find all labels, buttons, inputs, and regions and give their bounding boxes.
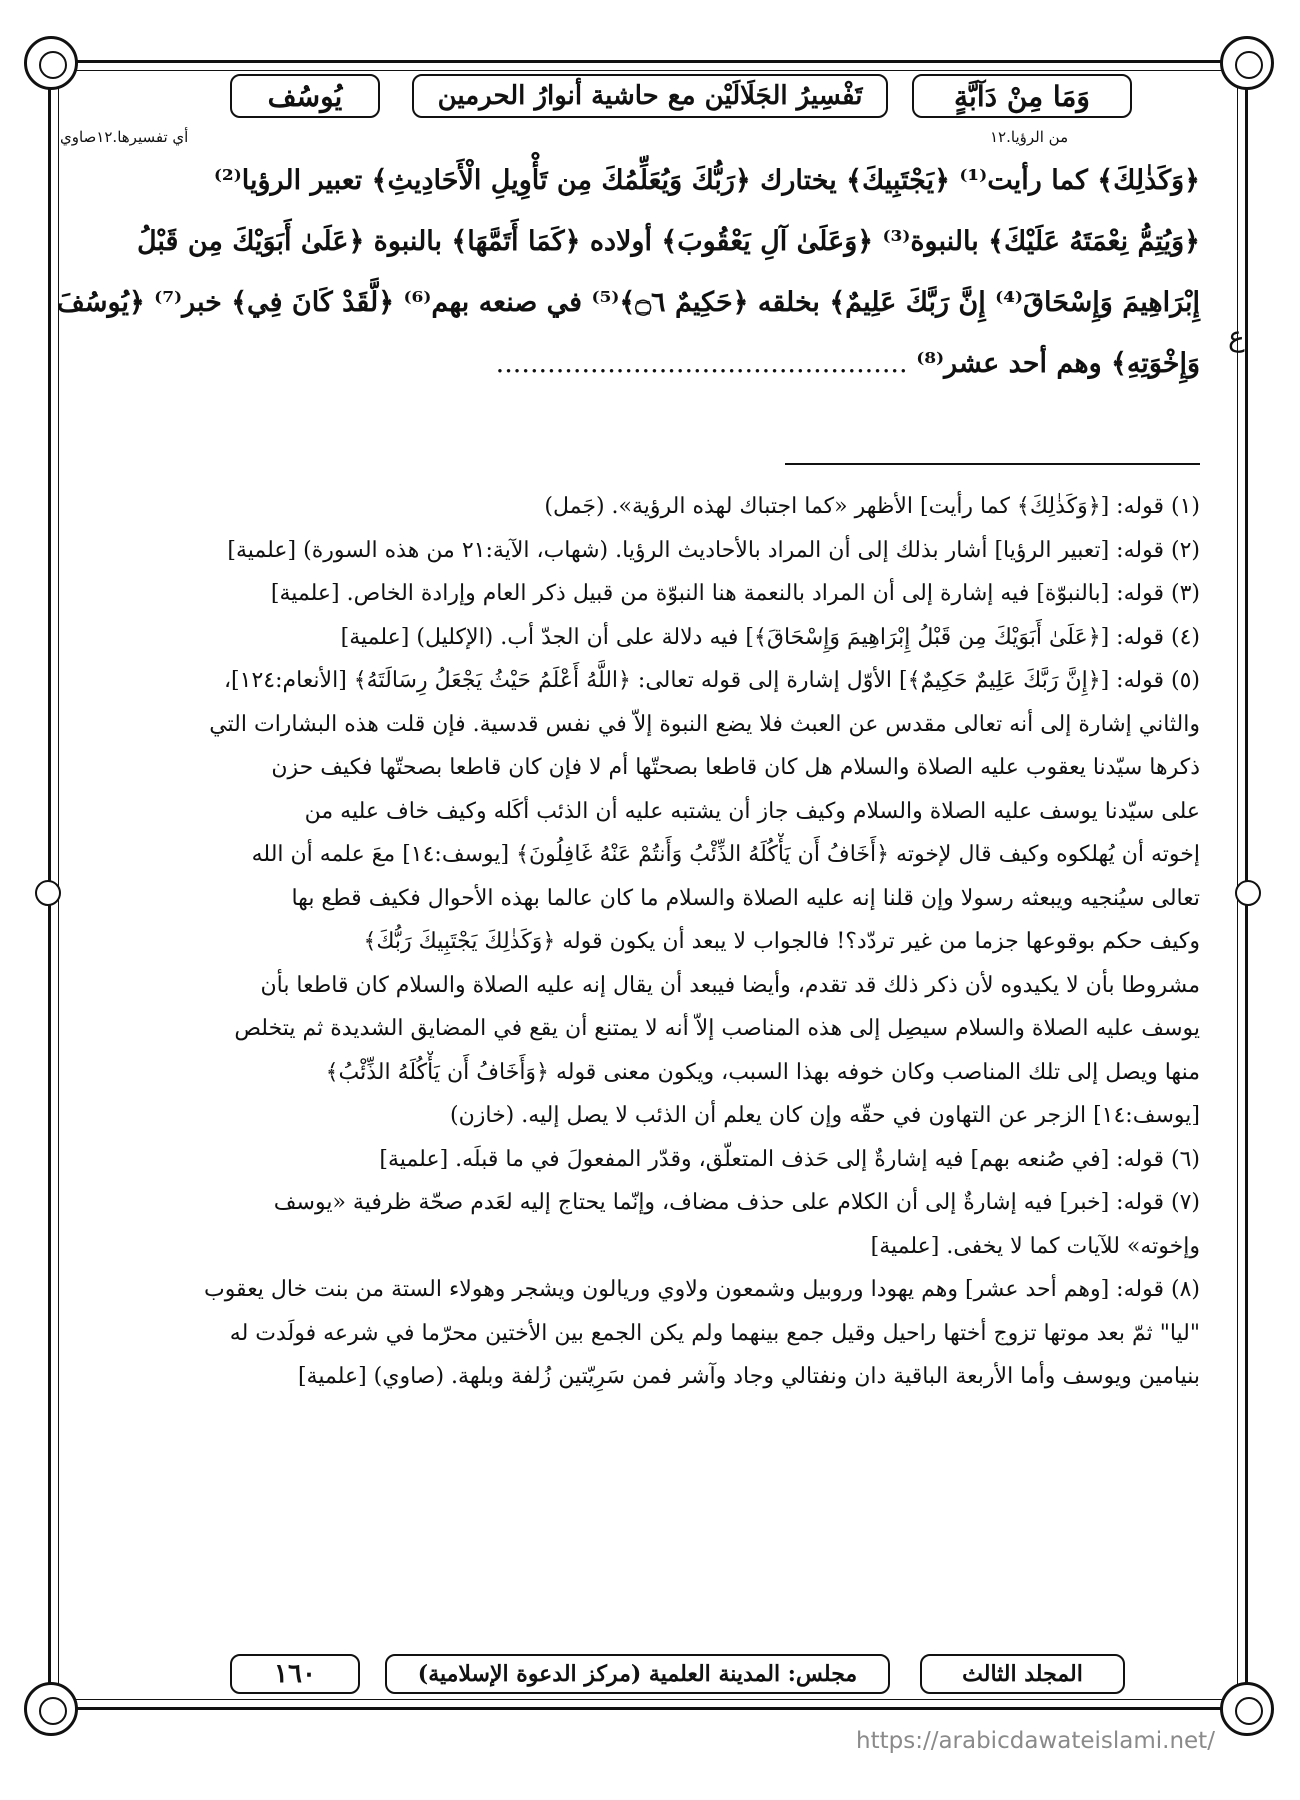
footer-publisher: مجلس: المدينة العلمية (مركز الدعوة الإسلامية) (385, 1654, 890, 1694)
footnote-text: تعالى سيُنجيه ويبعثه رسولا وإن قلنا إنه عليه الصلاة والسلام ما كان عالما بهذه الأحوال فكيف قطع بها (291, 885, 1200, 911)
footnote-number: (٣) (1170, 581, 1200, 606)
footnote-line (100, 877, 1200, 921)
dotted-leader: ................................................ (495, 348, 908, 379)
footer-volume: المجلد الثالث (920, 1654, 1125, 1694)
footnote (100, 485, 1200, 529)
footnote-text: "ليا" ثمّ بعد موتها تزوج أختها راحيل وقيل جمع بينهما ولم يكن الجمع بين الأختين محرّما في شرعه فولَدت له (229, 1320, 1200, 1346)
footnote (100, 529, 1200, 573)
footnote (100, 616, 1200, 660)
footnote-number: (٢) (1170, 537, 1200, 563)
footnotes (100, 485, 1200, 1399)
footnote-line (100, 485, 1200, 529)
footnote (100, 572, 1200, 616)
footnote-text: وإخوته» للآيات كما لا يخفى. [علمية] (870, 1233, 1200, 1259)
footnote-line (100, 1355, 1200, 1399)
footnote-number: (٤) (1170, 624, 1200, 650)
footnote-text: ذكرها سيّدنا يعقوب عليه الصلاة والسلام هل كان قاطعا بصحتّها أم لا فإن كان قاطعا بصحتّها فكيف حزن (271, 755, 1200, 780)
corner-ornament-icon (24, 1682, 78, 1736)
footnote-number: (١) (1170, 494, 1200, 519)
footnote-text: قوله: [﴿إِنَّ رَبَّكَ عَلِيمٌ حَكِيمٌ﴾] الأوّل إشارة إلى قوله تعالى: ﴿اللَّهُ أَعْلَمُ حَيْثُ يَجْعَلُ رِسَالَتَهُ﴾ [الأنعام:١٢٤]، (223, 668, 1164, 693)
footnote (100, 1138, 1200, 1182)
footnote-line (100, 790, 1200, 834)
footnote-line (100, 529, 1200, 573)
footnote-text: وكيف حكم بوقوعها جزما من غير تردّد؟! فالجواب لا يبعد أن يكون قوله ﴿وَكَذٰلِكَ يَجْتَبِيكَ رَبُّكَ﴾ (363, 929, 1200, 954)
footnote-number: (٧) (1170, 1190, 1200, 1215)
footer-page-number: ١٦٠ (230, 1654, 360, 1694)
footnote-line (100, 1138, 1200, 1182)
footnote-line (100, 1094, 1200, 1138)
footnote-text: مشروطا بأن لا يكيدوه لأن ذكر ذلك قد تقدم، وأيضا فيبعد أن يقال إنه عليه الصلاة والسلام كان قاطعا بأن (260, 972, 1200, 998)
ruku-mark: ع (1228, 320, 1245, 353)
gloss-left: أي تفسيرها.١٢صاوي (60, 128, 189, 146)
footnote-line (100, 659, 1200, 703)
footnote-text: والثاني إشارة إلى أنه تعالى مقدس عن العبث فلا يضع النبوة إلاّ في نفس قدسية. فإن قلت هذه البشارات التي (209, 711, 1200, 737)
footnote-line (100, 746, 1200, 790)
footnote-text: قوله: [في صُنعه بهم] فيه إشارةٌ إلى حَذف المتعلّق، وقدّر المفعولَ في ما قبلَه. [علمية] (379, 1146, 1164, 1172)
footnote-line (100, 1007, 1200, 1051)
corner-ornament-icon (24, 36, 78, 90)
main-line: ﴿وَيُتِمُّ نِعْمَتَهُ عَلَيْكَ﴾ بالنبوة⁽³⁾ ﴿وَعَلَىٰ آلِ يَعْقُوبَ﴾ أولاده ﴿كَمَا أَتَمَّهَا﴾ بالنبوة ﴿عَلَىٰ أَبَوَيْكَ مِن قَبْلُ (136, 226, 1200, 257)
main-line: إِبْرَاهِيمَ وَإِسْحَاقَ⁽⁴⁾ إِنَّ رَبَّكَ عَلِيمٌ﴾ بخلقه ﴿حَكِيمٌ ۝٦﴾⁽⁵⁾ في صنعه بهم⁽⁶⁾ ﴿لَّقَدْ كَانَ فِي﴾ خبر⁽⁷⁾ ﴿يُوسُفَ (56, 287, 1200, 318)
footnote-separator (785, 463, 1200, 465)
footnote-line (100, 572, 1200, 616)
footnote-text: قوله: [تعبير الرؤيا] أشار بذلك إلى أن المراد بالأحاديث الرؤيا. (شهاب، الآية:٢١ من هذه السورة) [علمية] (227, 537, 1164, 563)
footnote-line (100, 833, 1200, 877)
footnote-text: بنيامين ويوسف وأما الأربعة الباقية دان ونفتالي وجاد وآشر فمن سَرِيّتين زُلفة وبلهة. (صاوي) [علمية] (297, 1364, 1200, 1389)
footnote-number: (٥) (1170, 668, 1200, 693)
footnote-text: [يوسف:١٤] الزجر عن التهاون في حقّه وإن كان يعلم أن الذئب لا يصل إليه. (خازن) (450, 1103, 1200, 1128)
main-line-text: وَإِخْوَتِهِ﴾ وهم أحد عشر⁽⁸⁾ (916, 348, 1200, 379)
footnote-line (100, 616, 1200, 660)
footnote-text: على سيّدنا يوسف عليه الصلاة والسلام وكيف جاز أن يشتبه عليه أن الذئب أكَله وكيف خاف عليه من (304, 798, 1200, 824)
footnote-text: قوله: [﴿وَكَذٰلِكَ﴾ كما رأيت] الأظهر «كما اجتباك لهذه الرؤية». (جَمل) (544, 494, 1164, 519)
header-surah-verse: وَمَا مِنْ دَآبَّةٍ (912, 74, 1132, 118)
side-ornament-icon (35, 880, 61, 906)
footnote-text: قوله: [بالنبوّة] فيه إشارة إلى أن المراد بالنعمة هنا النبوّة من قبيل ذكر العام وإرادة الخاص. [علمية] (270, 581, 1164, 606)
footnote-line (100, 964, 1200, 1008)
header-surah-name: يُوسُف (230, 74, 380, 118)
corner-ornament-icon (1220, 36, 1274, 90)
watermark-url: https://arabicdawateislami.net/ (856, 1728, 1215, 1754)
footnote-text: يوسف عليه الصلاة والسلام سيصِل إلى هذه المناصب إلاّ أنه لا يمتنع أن يقع في المضايق الشديدة ثم يتخلص (234, 1016, 1200, 1041)
footnote (100, 1268, 1200, 1399)
footnote-number: (٦) (1170, 1146, 1200, 1172)
footnote-line (100, 1312, 1200, 1356)
gloss-right: من الرؤيا.١٢ (990, 128, 1069, 146)
footnote (100, 1181, 1200, 1268)
footnote-text: قوله: [خبر] فيه إشارةٌ إلى أن الكلام على حذف مضاف، وإنّما يحتاج إليه لعَدم صحّة ظرفية «يوسف (273, 1190, 1164, 1215)
footnote-line (100, 1225, 1200, 1269)
side-ornament-icon (1235, 880, 1261, 906)
main-text (56, 150, 1200, 394)
footnote (100, 659, 1200, 1138)
main-line: ﴿وَكَذٰلِكَ﴾ كما رأيت⁽¹⁾ ﴿يَجْتَبِيكَ﴾ يختارك ﴿رَبُّكَ وَيُعَلِّمُكَ مِن تَأْوِيلِ الْأَحَادِيثِ﴾ تعبير الرؤيا⁽²⁾ (213, 165, 1200, 196)
footnote-line (100, 920, 1200, 964)
header-book-title: تَفْسِيرُ الجَلَالَيْن مع حاشية أنوارُ الحرمين (412, 74, 888, 118)
footnote-text: قوله: [﴿عَلَىٰ أَبَوَيْكَ مِن قَبْلُ إِبْرَاهِيمَ وَإِسْحَاقَ﴾] فيه دلالة على أن الجدّ أب. (الإكليل) [علمية] (340, 624, 1164, 650)
footnote-line (100, 1268, 1200, 1312)
footnote-line (100, 703, 1200, 747)
main-line (100, 333, 1200, 394)
footnote-number: (٨) (1170, 1277, 1200, 1302)
footnote-text: إخوته أن يُهلكوه وكيف قال لإخوته ﴿أَخَافُ أَن يَأْكُلَهُ الذِّئْبُ وَأَنتُمْ عَنْهُ غَافِلُونَ﴾ [يوسف:١٤] معَ علمه أن الله (251, 842, 1200, 867)
footnote-line (100, 1051, 1200, 1095)
footnote-text: منها ويصل إلى تلك المناصب وكان خوفه بهذا السبب، ويكون معنى قوله ﴿وَأَخَافُ أَن يَأْكُلَهُ الذِّئْبُ﴾ (325, 1059, 1200, 1085)
footnote-line (100, 1181, 1200, 1225)
corner-ornament-icon (1220, 1682, 1274, 1736)
footnote-text: قوله: [وهم أحد عشر] وهم يهودا وروبيل وشمعون ولاوي وريالون ويشجر وهولاء الستة من بنت خال يعقوب (203, 1277, 1164, 1302)
